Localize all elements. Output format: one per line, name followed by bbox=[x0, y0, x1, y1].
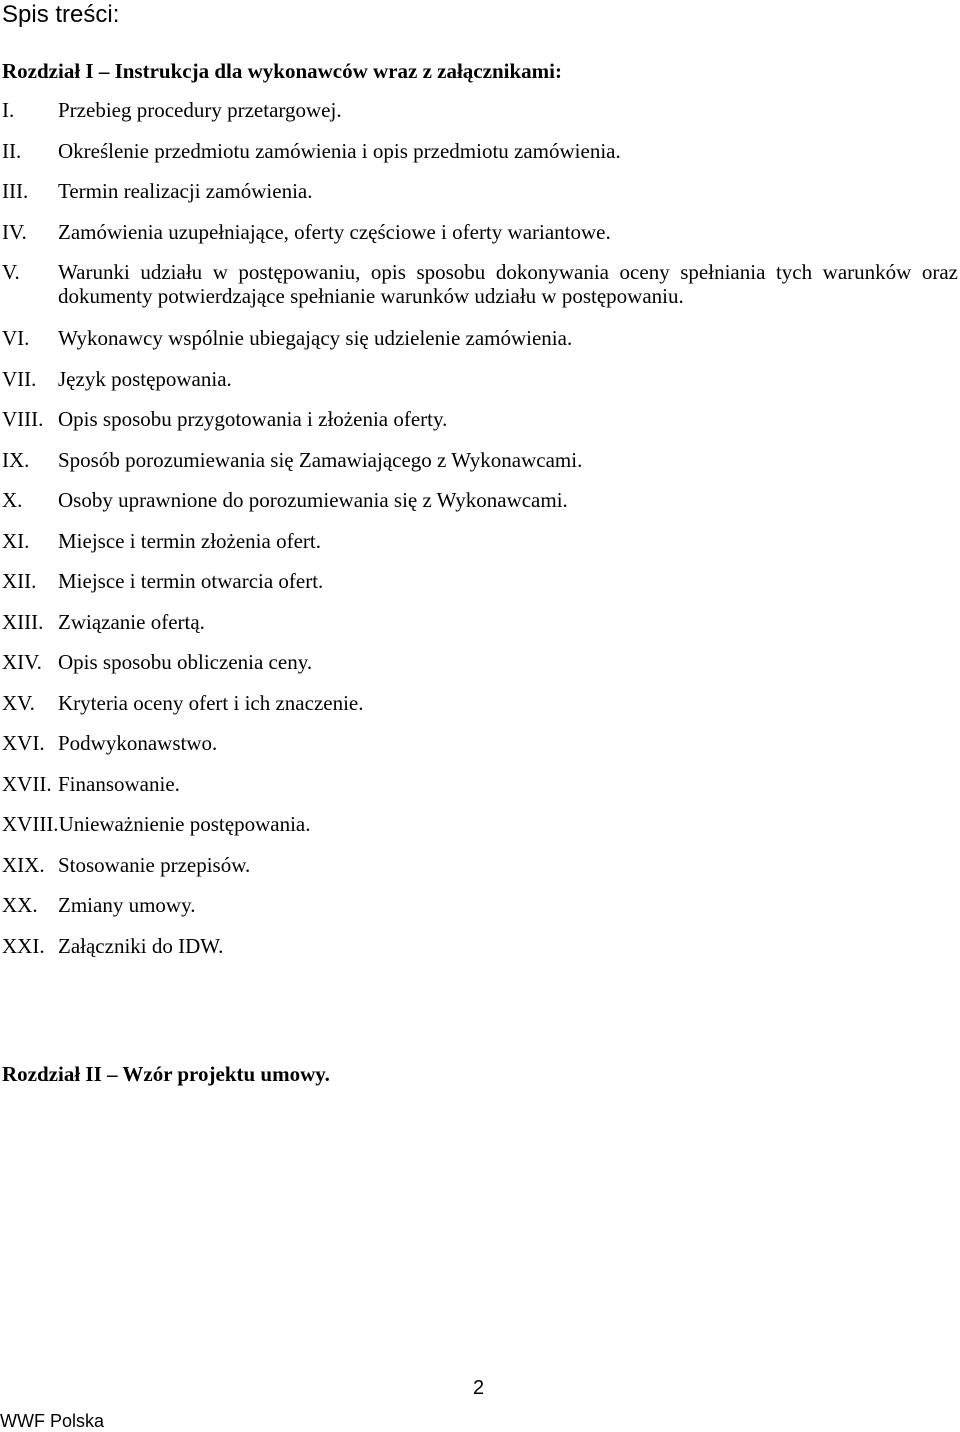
toc-item-number: X. bbox=[2, 488, 23, 512]
toc-item bbox=[2, 731, 958, 755]
toc-item-text: Miejsce i termin otwarcia ofert. bbox=[58, 569, 324, 593]
toc-item bbox=[2, 367, 958, 391]
toc-item-text: Związanie ofertą. bbox=[58, 609, 205, 634]
toc-item bbox=[2, 610, 958, 634]
toc-title: Spis treści: bbox=[2, 1, 120, 28]
toc-item-text: Przebieg procedury przetargowej. bbox=[58, 98, 342, 122]
toc-item-text: Język postępowania. bbox=[58, 366, 232, 391]
toc-item bbox=[2, 529, 958, 553]
toc-item-text: Zamówienia uzupełniające, oferty częściowe i oferty wariantowe. bbox=[58, 219, 611, 244]
toc-item-number: V. bbox=[2, 260, 20, 284]
toc-item-number: IV. bbox=[2, 219, 27, 244]
toc-item-text: Zmiany umowy. bbox=[58, 893, 196, 917]
toc-item-number: XIII. bbox=[2, 609, 44, 634]
toc-item-text: Osoby uprawnione do porozumiewania się z Wykonawcami. bbox=[58, 488, 568, 512]
toc-item-number: XVII. bbox=[2, 771, 52, 796]
page-number: 2 bbox=[473, 1377, 485, 1399]
toc-item-number: VIII. bbox=[2, 407, 44, 431]
toc-item-number: XVI. bbox=[2, 731, 45, 755]
toc-item bbox=[2, 448, 958, 472]
toc-item bbox=[2, 812, 958, 836]
toc-item-number: XI. bbox=[2, 528, 30, 553]
toc-item-number: IX. bbox=[2, 447, 30, 472]
toc-item bbox=[2, 179, 958, 203]
toc-item bbox=[2, 772, 958, 796]
toc-item bbox=[2, 488, 958, 512]
chapter-2-heading: Rozdział II – Wzór projektu umowy. bbox=[2, 1062, 330, 1086]
toc-item-number: XV. bbox=[2, 690, 35, 715]
toc-item bbox=[2, 220, 958, 244]
toc-item-number: XII. bbox=[2, 569, 37, 593]
toc-item-number: XIX. bbox=[2, 852, 45, 877]
toc-item bbox=[2, 934, 958, 958]
toc-item-number: VII. bbox=[2, 366, 37, 391]
toc-item bbox=[2, 260, 958, 308]
toc-item bbox=[2, 326, 958, 350]
toc-item-text: Termin realizacji zamówienia. bbox=[58, 179, 313, 203]
toc-list bbox=[2, 98, 958, 974]
toc-item-number: III. bbox=[2, 179, 29, 203]
toc-item bbox=[2, 853, 958, 877]
toc-item-text: Unieważnienie postępowania. bbox=[58, 812, 311, 836]
toc-item bbox=[2, 139, 958, 163]
toc-item-text: Warunki udziału w postępowaniu, opis sposobu dokonywania oceny spełniania tych warunków oraz dokumenty potwierdzające spełnianie warunków udziału w postępowaniu. bbox=[58, 260, 958, 308]
toc-item-number: XIV. bbox=[2, 650, 42, 674]
toc-item-text: Miejsce i termin złożenia ofert. bbox=[58, 528, 321, 553]
footer-organization: WWF Polska bbox=[0, 1411, 105, 1431]
toc-item-number: XX. bbox=[2, 893, 38, 917]
toc-item-text: Określenie przedmiotu zamówienia i opis przedmiotu zamówienia. bbox=[58, 138, 621, 163]
chapter-1-heading: Rozdział I – Instrukcja dla wykonawców wraz z załącznikami: bbox=[2, 59, 562, 83]
toc-item bbox=[2, 893, 958, 917]
toc-item-text: Kryteria oceny ofert i ich znaczenie. bbox=[58, 690, 364, 715]
toc-item-text: Podwykonawstwo. bbox=[58, 731, 218, 755]
toc-item-text: Finansowanie. bbox=[58, 771, 180, 796]
toc-item-number: XVIII. bbox=[2, 812, 59, 836]
toc-item bbox=[2, 650, 958, 674]
toc-item bbox=[2, 98, 958, 122]
toc-item-text: Opis sposobu przygotowania i złożenia oferty. bbox=[58, 407, 448, 431]
toc-item-number: XXI. bbox=[2, 933, 45, 958]
toc-item-number: VI. bbox=[2, 326, 30, 350]
toc-item-text: Opis sposobu obliczenia ceny. bbox=[58, 650, 313, 674]
toc-item bbox=[2, 569, 958, 593]
toc-item-number: II. bbox=[2, 138, 22, 163]
toc-item bbox=[2, 407, 958, 431]
toc-item-number: I. bbox=[2, 98, 15, 122]
toc-item bbox=[2, 691, 958, 715]
toc-item-text: Wykonawcy wspólnie ubiegający się udzielenie zamówienia. bbox=[58, 326, 573, 350]
toc-item-text: Sposób porozumiewania się Zamawiającego z Wykonawcami. bbox=[58, 447, 583, 472]
toc-item-text: Załączniki do IDW. bbox=[58, 933, 224, 958]
toc-item-text: Stosowanie przepisów. bbox=[58, 852, 251, 877]
